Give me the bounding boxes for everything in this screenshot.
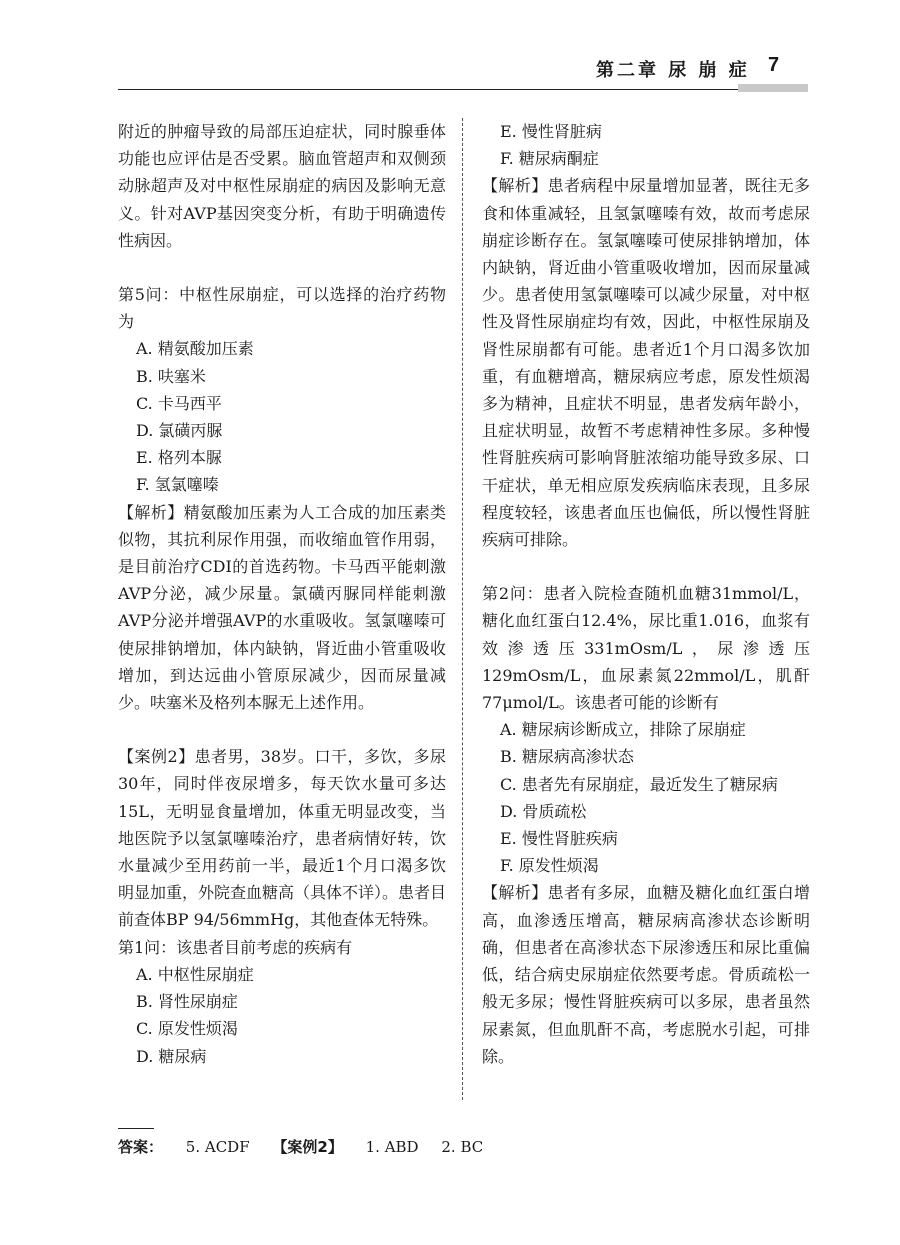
q2-option-f: F. 原发性烦渴 <box>500 856 599 876</box>
question-5: 第5问：中枢性尿崩症，可以选择的治疗药物为 <box>118 285 446 332</box>
header-rule <box>118 89 738 90</box>
q5-option-f: F. 氢氯噻嗪 <box>136 475 219 495</box>
q2-option-c: C. 患者先有尿崩症，最近发生了糖尿病 <box>500 774 778 794</box>
answer-case-label: 【案例2】 <box>272 1138 343 1156</box>
answer-case2-q1: 1. ABD <box>365 1138 419 1156</box>
q1-option-d: D. 糖尿病 <box>136 1046 207 1066</box>
chapter-title: 第二章 尿 崩 症 <box>596 60 750 81</box>
q5-option-d: D. 氯磺丙脲 <box>136 421 223 441</box>
q2-option-e: E. 慢性肾脏疾病 <box>500 829 618 849</box>
column-divider <box>462 118 463 1100</box>
q1-option-b: B. 肾性尿崩症 <box>136 992 238 1012</box>
answer-rule <box>118 1128 154 1129</box>
answer-q5: 5. ACDF <box>185 1138 250 1156</box>
page-header <box>118 52 808 90</box>
q5-explanation: 【解析】精氨酸加压素为人工合成的加压素类似物，其抗利尿作用强，而收缩血管作用弱，是目前治疗CDI的首选药物。卡马西平能刺激AVP分泌，减少尿量。氯磺丙脲同样能刺激AVP分泌并增强AVP的水重吸收。氢氯噻嗪可使尿排钠增加，体内缺钠，肾近曲小管重吸收增加，到达远曲小管原尿减少，因而尿量减少。呋塞米及格列本脲无上述作用。 <box>118 502 446 713</box>
q1-option-f: F. 糖尿病酮症 <box>500 149 599 169</box>
q1-option-a: A. 中枢性尿崩症 <box>136 964 254 984</box>
q1-explanation: 【解析】患者病程中尿量增加显著，既往无多食和体重减轻，且氢氯噻嗪有效，故而考虑尿崩症诊断存在。氢氯噻嗪可使尿排钠增加，体内缺钠，肾近曲小管重吸收增加，因而尿量减少。患者使用氢氯噻嗪可以减少尿量，对中枢性及肾性尿崩症均有效，因此，中枢性尿崩及肾性尿崩都有可能。患者近1个月口渴多饮加重，有血糖增高，糖尿病应考虑，原发性烦渴多为精神，且症状不明显，患者发病年龄小，且症状明显，故暂不考虑精神性多尿。多种慢性肾脏疾病可影响肾脏浓缩功能导致多尿、口干症状，单无相应原发疾病临床表现，且多尿程度较轻，该患者血压也偏低，所以慢性肾脏疾病可排除。 <box>482 176 810 550</box>
q2-explanation: 【解析】患者有多尿，血糖及糖化血红蛋白增高，血渗透压增高，糖尿病高渗状态诊断明确，但患者在高渗状态下尿渗透压和尿比重偏低，结合病史尿崩症依然要考虑。骨质疏松一般无多尿；慢性肾脏疾病可以多尿，患者虽然尿素氮，但血肌酐不高，考虑脱水引起，可排除。 <box>482 883 810 1066</box>
header-bar <box>738 84 808 92</box>
q5-option-c: C. 卡马西平 <box>136 393 222 413</box>
right-column <box>482 118 810 1070</box>
question-2: 第2问：患者入院检查随机血糖31mmol/L，糖化血红蛋白12.4%，尿比重1.016，血浆有效渗透压331mOsm/L，尿渗透压129mOsm/L，血尿素氮22mmol/L，肌酐77μmol/L。该患者可能的诊断有 <box>482 584 810 713</box>
page-number: 7 <box>768 54 780 76</box>
q2-option-b: B. 糖尿病高渗状态 <box>500 747 634 767</box>
q1-option-c: C. 原发性烦渴 <box>136 1019 238 1039</box>
answer-key <box>118 1136 501 1157</box>
answer-label: 答案： <box>118 1138 164 1156</box>
left-column <box>118 118 446 1070</box>
paragraph-continuation: 附近的肿瘤导致的局部压迫症状，同时腺垂体功能也应评估是否受累。脑血管超声和双侧颈动脉超声及对中枢性尿崩症的病因及影响无意义。针对AVP基因突变分析，有助于明确遗传性病因。 <box>118 122 446 250</box>
case-2-intro: 【案例2】患者男，38岁。口干，多饮，多尿30年，同时伴夜尿增多，每天饮水量可多达15L，无明显食量增加，体重无明显改变，当地医院予以氢氯噻嗪治疗，患者病情好转，饮水量减少至用药前一半，最近1个月口渴多饮明显加重，外院查血糖高（具体不详）。患者目前查体BP 94/56mmHg，其他查体无特殊。 <box>118 747 447 930</box>
q2-option-a: A. 糖尿病诊断成立，排除了尿崩症 <box>500 720 746 740</box>
q1-option-e: E. 慢性肾脏病 <box>500 122 602 141</box>
question-1: 第1问：该患者目前考虑的疾病有 <box>118 937 353 957</box>
answer-case2-q2: 2. BC <box>441 1138 484 1156</box>
q5-option-e: E. 格列本脲 <box>136 448 222 468</box>
q2-option-d: D. 骨质疏松 <box>500 801 587 821</box>
q5-option-a: A. 精氨酸加压素 <box>136 339 254 359</box>
q5-option-b: B. 呋塞米 <box>136 366 206 386</box>
